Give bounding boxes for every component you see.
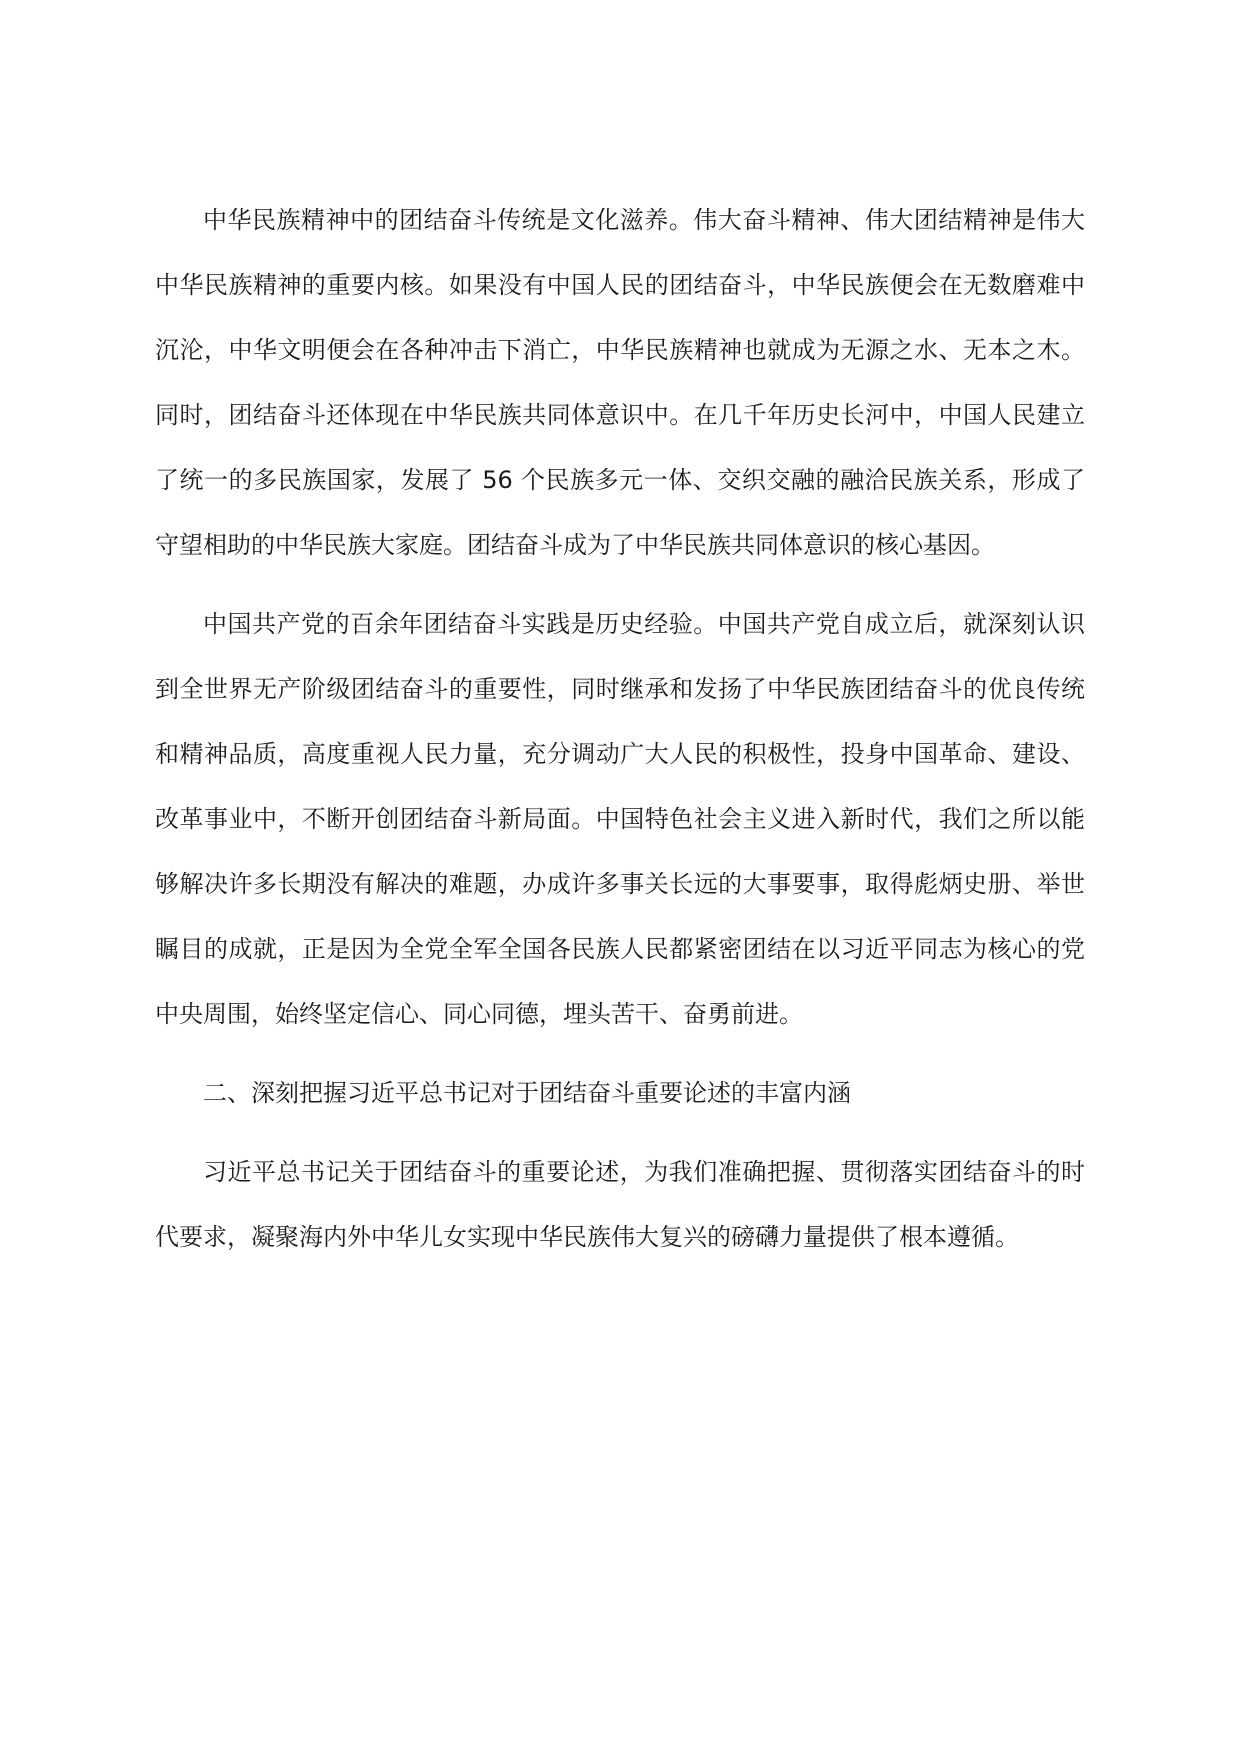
document-body <box>155 188 1085 1270</box>
section-heading: 二、深刻把握习近平总书记对于团结奋斗重要论述的丰富内涵 <box>203 1079 851 1107</box>
paragraph-fundamental-guidance: 习近平总书记关于团结奋斗的重要论述，为我们准确把握、贯彻落实团结奋斗的时代要求，凝聚海内外中华儿女实现中华民族伟大复兴的磅礴力量提供了根本遵循。 <box>155 1158 1085 1251</box>
paragraph-historical-experience: 中国共产党的百余年团结奋斗实践是历史经验。中国共产党自成立后，就深刻认识到全世界无产阶级团结奋斗的重要性，同时继承和发扬了中华民族团结奋斗的优良传统和精神品质，高度重视人民力量，充分调动广大人民的积极性，投身中国革命、建设、改革事业中，不断开创团结奋斗新局面。中国特色社会主义进入新时代，我们之所以能够解决许多长期没有解决的难题，办成许多事关长远的大事要事，取得彪炳史册、举世瞩目的成就，正是因为全党全军全国各民族人民都紧密团结在以习近平同志为核心的党中央周围，始终坚定信心、同心同德，埋头苦干、奋勇前进。 <box>155 610 1085 1028</box>
paragraph-cultural-nourishment: 中华民族精神中的团结奋斗传统是文化滋养。伟大奋斗精神、伟大团结精神是伟大中华民族精神的重要内核。如果没有中国人民的团结奋斗，中华民族便会在无数磨难中沉沦，中华文明便会在各种冲击下消亡，中华民族精神也就成为无源之水、无本之木。同时，团结奋斗还体现在中华民族共同体意识中。在几千年历史长河中，中国人民建立了统一的多民族国家，发展了 56 个民族多元一体、交织交融的融洽民族关系，形成了守望相助的中华民族大家庭。团结奋斗成为了中华民族共同体意识的核心基因。 <box>155 206 1085 559</box>
